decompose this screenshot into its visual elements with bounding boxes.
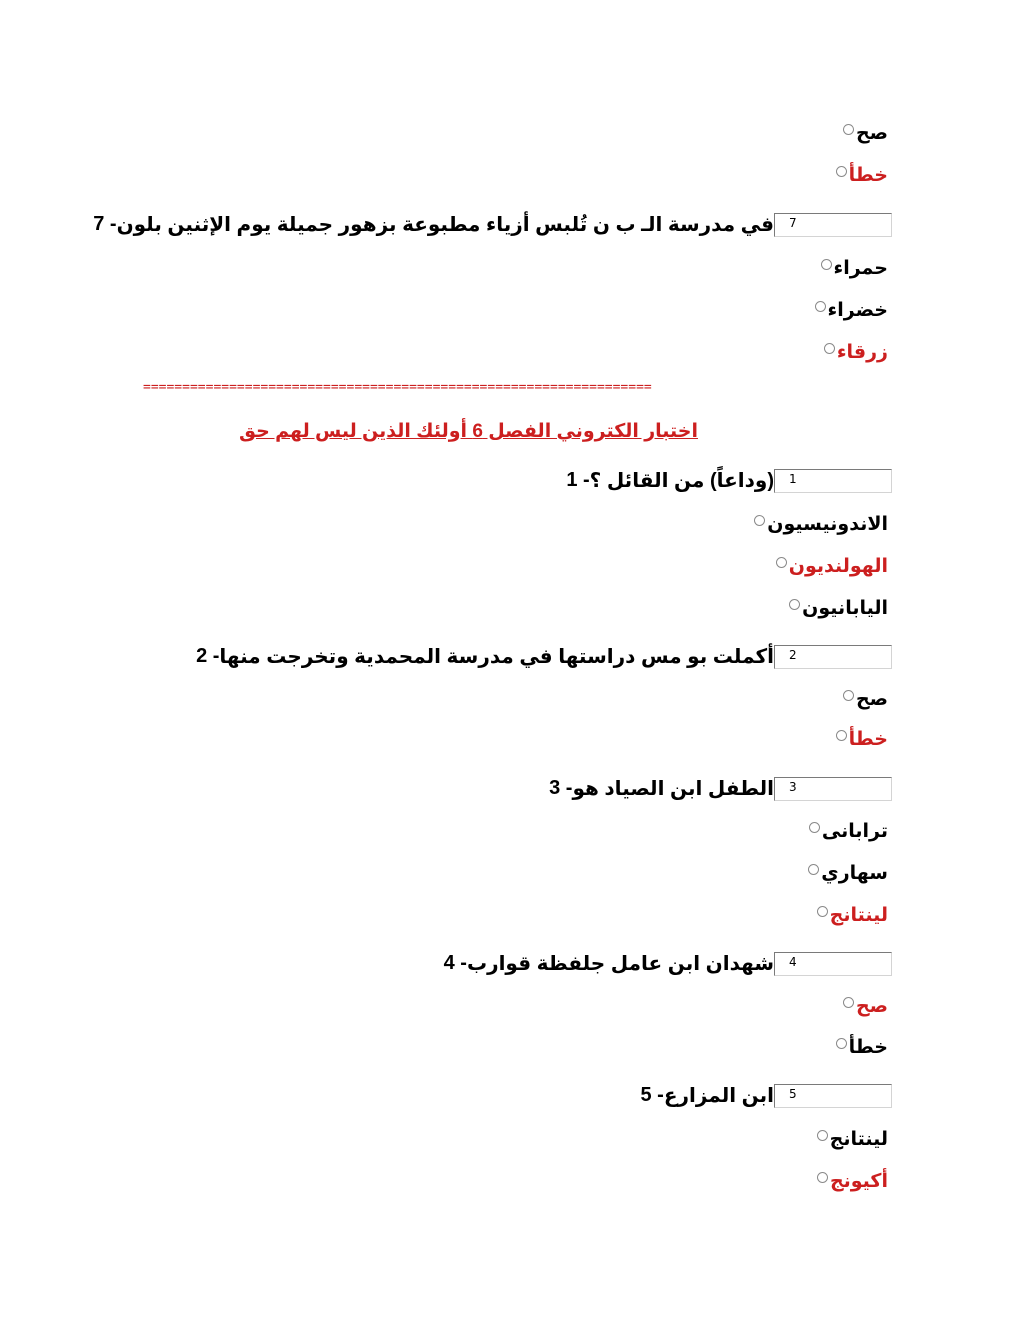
- radio-icon[interactable]: [754, 515, 765, 526]
- radio-icon[interactable]: [821, 259, 832, 270]
- question-text: الطفل ابن الصياد هو: [572, 778, 774, 800]
- answer-box[interactable]: 7: [774, 213, 892, 237]
- option[interactable]: [809, 818, 888, 844]
- option-label: اليابانيون: [802, 597, 888, 619]
- option-blue[interactable]: [824, 339, 888, 365]
- radio-icon[interactable]: [817, 1130, 828, 1141]
- option-label: خطأ: [848, 728, 888, 750]
- question-7: [87, 212, 902, 237]
- question-number: 3 -: [549, 777, 573, 799]
- radio-icon[interactable]: [808, 864, 819, 875]
- separator-line: =================================================================: [143, 380, 652, 395]
- question-4: [438, 951, 902, 976]
- question-number: 5 -: [640, 1084, 664, 1106]
- answer-box[interactable]: 4: [774, 952, 892, 976]
- option[interactable]: [836, 1034, 888, 1060]
- option[interactable]: [843, 993, 888, 1019]
- option-label: ترابانى: [821, 820, 888, 842]
- option[interactable]: [843, 686, 888, 712]
- option-label: صح: [855, 122, 888, 144]
- radio-icon[interactable]: [809, 822, 820, 833]
- option-label: حمراء: [833, 257, 888, 279]
- radio-icon[interactable]: [843, 690, 854, 701]
- question-text: (وداعاً) من القائل ؟: [589, 470, 774, 492]
- option-label: زرقاء: [836, 341, 888, 363]
- question-3: [543, 776, 902, 801]
- radio-icon[interactable]: [815, 301, 826, 312]
- option[interactable]: [836, 726, 888, 752]
- option[interactable]: [817, 1168, 888, 1194]
- radio-icon[interactable]: [817, 1172, 828, 1183]
- option[interactable]: [808, 860, 888, 886]
- radio-icon[interactable]: [836, 1038, 847, 1049]
- option[interactable]: [817, 1126, 888, 1152]
- question-text: في مدرسة الـ ب ن تُلبس أزياء مطبوعة بزهور جميلة يوم الإثنين بلون: [116, 214, 774, 236]
- radio-icon[interactable]: [817, 906, 828, 917]
- option-red[interactable]: [821, 255, 888, 281]
- option-true[interactable]: [843, 120, 888, 146]
- option-label: أكيونج: [829, 1170, 888, 1192]
- option[interactable]: [789, 595, 888, 621]
- option-label: صح: [855, 995, 888, 1017]
- radio-icon[interactable]: [789, 599, 800, 610]
- option-label: لينتانج: [829, 904, 888, 926]
- radio-icon[interactable]: [843, 997, 854, 1008]
- question-text: شهدان ابن عامل جلفظة قوارب: [466, 953, 774, 975]
- question-2: [190, 644, 902, 669]
- answer-box[interactable]: 1: [774, 469, 892, 493]
- option-label: الهولنديون: [788, 555, 888, 577]
- question-text: ابن المزارع: [663, 1085, 774, 1107]
- radio-icon[interactable]: [836, 730, 847, 741]
- option-false[interactable]: [836, 162, 888, 188]
- option[interactable]: [776, 553, 888, 579]
- question-text: أكملت بو مس دراستها في مدرسة المحمدية وتخرجت منها: [219, 646, 774, 668]
- option-label: سهاري: [821, 862, 888, 884]
- radio-icon[interactable]: [824, 343, 835, 354]
- option-label: خطأ: [848, 164, 888, 186]
- option-green[interactable]: [815, 297, 888, 323]
- question-number: 2 -: [196, 645, 220, 667]
- quiz-title[interactable]: اختبار الكتروني الفصل 6 أولئك الذين ليس لهم حق: [239, 421, 698, 442]
- answer-box[interactable]: 3: [774, 777, 892, 801]
- question-1: [560, 468, 902, 493]
- option-label: صح: [855, 688, 888, 710]
- radio-icon[interactable]: [836, 166, 847, 177]
- option-label: خطأ: [848, 1036, 888, 1058]
- radio-icon[interactable]: [776, 557, 787, 568]
- option[interactable]: [754, 511, 888, 537]
- question-number: 7 -: [93, 213, 117, 235]
- question-number: 1 -: [566, 469, 590, 491]
- answer-box[interactable]: 5: [774, 1084, 892, 1108]
- option-label: خضراء: [827, 299, 888, 321]
- question-5: [634, 1083, 902, 1108]
- option-label: لينتانج: [829, 1128, 888, 1150]
- radio-icon[interactable]: [843, 124, 854, 135]
- option-label: الاندونيسيون: [767, 513, 888, 535]
- answer-box[interactable]: 2: [774, 645, 892, 669]
- option[interactable]: [817, 902, 888, 928]
- question-number: 4 -: [443, 952, 467, 974]
